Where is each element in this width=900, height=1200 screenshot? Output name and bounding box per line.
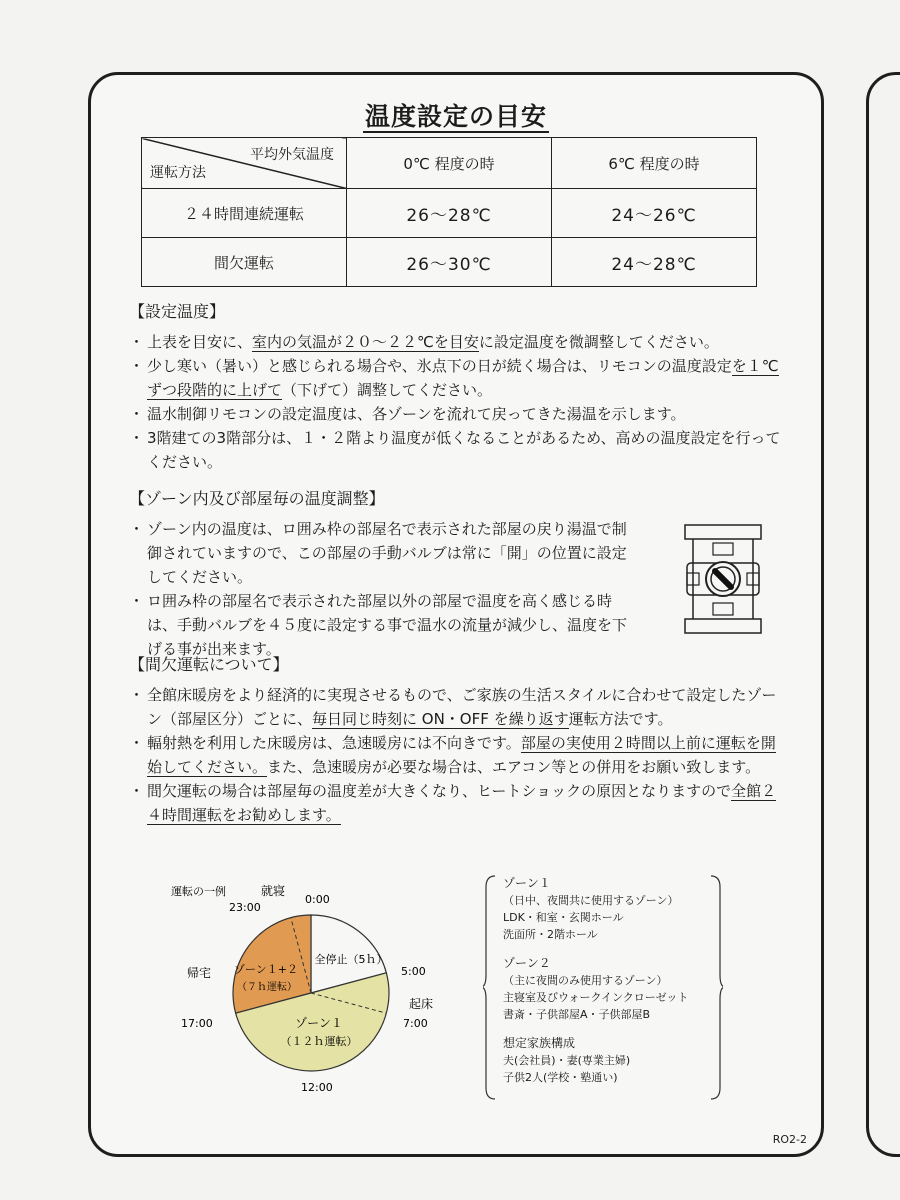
- segment-label-zone12: ゾーン１+２: [234, 963, 298, 976]
- instruction-sheet: [88, 72, 824, 1157]
- label-wake: 起床: [409, 997, 434, 1011]
- label-0000: 0:00: [305, 893, 330, 906]
- family-line-1: 夫(会社員)・妻(専業主婦): [503, 1054, 631, 1067]
- intermittent-operation-section: [129, 653, 789, 827]
- segment-sub-zone12: （７ｈ運転）: [237, 982, 297, 993]
- family-block: [503, 1035, 721, 1086]
- table-row: [142, 189, 757, 238]
- list-item: ・ 温水制御リモコンの設定温度は、各ゾーンを流れて戻ってきた湯温を示します。: [129, 402, 789, 426]
- pie-caption: 運転の一例: [171, 885, 226, 898]
- list-item: ・ 少し寒い（暑い）と感じられる場合や、氷点下の日が続く場合は、リモコンの温度設定を１℃ずつ段階的に上げて（下げて）調整してください。: [129, 354, 789, 402]
- segment-sub-zone1: （１２ｈ運転）: [280, 1035, 358, 1048]
- list-item: ・ ゾーン内の温度は、ロ囲み枠の部屋名で表示された部屋の戻り湯温で制御されていますので、この部屋の手動バルブは常に「開」の位置に設定してください。: [129, 517, 629, 589]
- col-header-0c: 0℃ 程度の時: [347, 138, 552, 189]
- list-item: ・ 輻射熱を利用した床暖房は、急速暖房には不向きです。部屋の実使用２時間以上前に運転を開始してください。また、急速暖房が必要な場合は、エアコン等との併用をお願い致します。: [129, 731, 789, 779]
- zone2-block: [503, 955, 721, 1023]
- table-header-row: [142, 138, 757, 189]
- corner-operation-method: 運転方法: [150, 165, 206, 181]
- table-row: [142, 238, 757, 287]
- right-brace: [709, 875, 723, 1100]
- cell-intermittent-0c: 26～30℃: [347, 238, 552, 287]
- col-header-6c: 6℃ 程度の時: [552, 138, 757, 189]
- segment-label-stop: 全停止（5ｈ）: [314, 953, 388, 966]
- temperature-table: [141, 137, 757, 287]
- cell-continuous-6c: 24～26℃: [552, 189, 757, 238]
- list-item: ・ ロ囲み枠の部屋名で表示された部屋以外の部屋で温度を高く感じる時は、手動バルブを４５度に設定する事で温水の流量が減少し、温度を下げる事が出来ます。: [129, 589, 629, 661]
- label-0700: 7:00: [403, 1017, 428, 1030]
- zone1-rooms-2: 洗面所・2階ホール: [503, 928, 598, 941]
- label-0500: 5:00: [401, 965, 426, 978]
- section-heading: 【間欠運転について】: [129, 655, 289, 674]
- cell-intermittent-6c: 24～28℃: [552, 238, 757, 287]
- zone-legend: [491, 875, 721, 1098]
- zone2-title: ゾーン２: [503, 956, 551, 970]
- label-home: 帰宅: [187, 966, 212, 980]
- row-label-continuous: ２４時間連続運転: [142, 189, 347, 238]
- zone2-rooms-1: 主寝室及びウォークインクローゼット: [503, 991, 689, 1004]
- cell-continuous-0c: 26～28℃: [347, 189, 552, 238]
- adjacent-page-edge: [866, 72, 900, 1157]
- zone1-desc: （日中、夜間共に使用するゾーン）: [503, 894, 679, 907]
- table-corner: [142, 138, 347, 189]
- family-line-2: 子供2人(学校・塾通い): [503, 1071, 618, 1084]
- document-code: RO2-2: [772, 1133, 807, 1146]
- zone1-block: [503, 875, 721, 943]
- section-heading: 【設定温度】: [129, 302, 226, 321]
- operation-schedule-pie: [151, 865, 451, 1095]
- section-heading: 【ゾーン内及び部屋毎の温度調整】: [129, 489, 385, 508]
- zone2-desc: （主に夜間のみ使用するゾーン）: [503, 974, 668, 987]
- zone2-rooms-2: 書斎・子供部屋A・子供部屋B: [503, 1008, 651, 1021]
- list-item: ・ 3階建ての3階部分は、１・２階より温度が低くなることがあるため、高めの温度設定を行ってください。: [129, 426, 789, 474]
- setting-temperature-section: [129, 300, 789, 474]
- left-brace: [483, 875, 497, 1100]
- list-item: ・ 間欠運転の場合は部屋毎の温度差が大きくなり、ヒートショックの原因となりますので全館２４時間運転をお勧めします。: [129, 779, 789, 827]
- corner-outdoor-temp: 平均外気温度: [250, 147, 334, 163]
- label-1200: 12:00: [301, 1081, 333, 1094]
- list-item: ・ 上表を目安に、室内の気温が２０～２２℃を目安に設定温度を微調整してください。: [129, 330, 789, 354]
- family-title: 想定家族構成: [503, 1036, 576, 1050]
- manual-valve-icon: [683, 523, 763, 635]
- label-2300: 23:00: [229, 901, 261, 914]
- label-sleep: 就寝: [261, 884, 286, 898]
- list-item: ・ 全館床暖房をより経済的に実現させるもので、ご家族の生活スタイルに合わせて設定したゾーン（部屋区分）ごとに、毎日同じ時刻に ON・OFF を繰り返す運転方法です。: [129, 683, 789, 731]
- page-title: 温度設定の目安: [364, 102, 547, 131]
- label-1700: 17:00: [181, 1017, 213, 1030]
- zone1-title: ゾーン１: [503, 876, 551, 890]
- zone1-rooms-1: LDK・和室・玄関ホール: [503, 911, 624, 924]
- row-label-intermittent: 間欠運転: [142, 238, 347, 287]
- segment-label-zone1: ゾーン１: [295, 1016, 343, 1030]
- zone-adjustment-section: [129, 487, 629, 661]
